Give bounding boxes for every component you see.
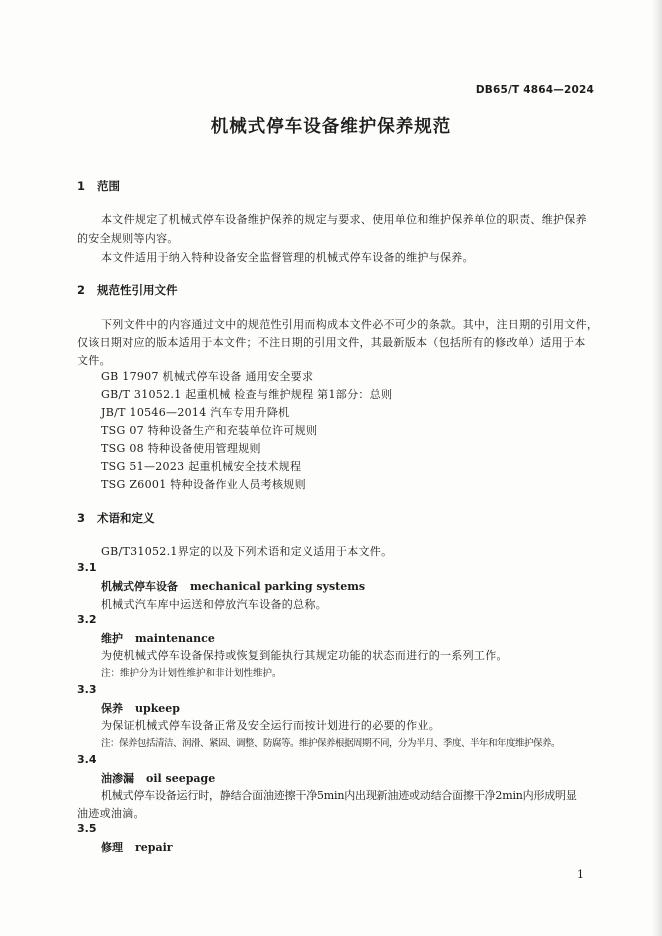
term-number: 3.5 <box>77 822 97 835</box>
term-zh: 机械式停车设备 <box>101 580 178 593</box>
term-zh: 维护 <box>101 632 123 645</box>
paragraph-line: 下列文件中的内容通过文中的规范性引用而构成本文件必不可少的条款。其中，注日期的引用文件， <box>101 318 599 331</box>
reference-item: GB 17907 机械式停车设备 通用安全要求 <box>101 370 314 383</box>
term-en: repair <box>135 841 173 854</box>
section-title: 规范性引用文件 <box>97 283 178 297</box>
reference-item: TSG 51—2023 起重机械安全技术规程 <box>101 460 302 473</box>
section-number: 1 <box>77 179 86 193</box>
section-3-heading <box>77 510 155 526</box>
term-definition: 为保证机械式停车设备正常及安全运行而按计划进行的必要的作业。 <box>101 719 440 732</box>
term-number: 3.4 <box>77 753 97 766</box>
reference-item: GB/T 31052.1 起重机械 检查与维护规程 第1部分：总则 <box>101 388 393 401</box>
section-2-heading <box>77 282 178 298</box>
term-number: 3.2 <box>77 613 97 626</box>
term-number: 3.3 <box>77 683 97 696</box>
term-zh: 修理 <box>101 841 123 854</box>
term-title <box>101 578 365 594</box>
page-number: 1 <box>577 868 584 881</box>
reference-item: TSG Z6001 特种设备作业人员考核规则 <box>101 478 306 491</box>
term-definition: 机械式停车设备运行时，静结合面油迹擦干净5min内出现新油迹或动结合面擦干净2min内形成明显 <box>101 789 577 802</box>
term-note: 注：保养包括清洁、润滑、紧固、调整、防腐等。维护保养根据周期不同，分为半月、季度、半年和年度维护保养。 <box>101 738 561 749</box>
term-zh: 保养 <box>101 702 123 715</box>
reference-item: JB/T 10546—2014 汽车专用升降机 <box>101 406 290 419</box>
paragraph-line: 仅该日期对应的版本适用于本文件；不注日期的引用文件，其最新版本（包括所有的修改单）适用于本 <box>77 336 586 349</box>
term-en: upkeep <box>135 702 180 715</box>
term-en: oil seepage <box>146 772 216 785</box>
section-1-heading <box>77 178 120 194</box>
term-title <box>101 700 180 716</box>
standard-code: DB65/T 4864—2024 <box>475 84 594 96</box>
section-number: 3 <box>77 511 86 525</box>
term-definition: 为使机械式停车设备保持或恢复到能执行其规定功能的状态而进行的一系列工作。 <box>101 649 508 662</box>
document-title: 机械式停车设备维护保养规范 <box>210 117 452 137</box>
term-title <box>101 630 215 646</box>
term-title <box>101 770 215 786</box>
term-title <box>101 839 173 855</box>
term-en: maintenance <box>135 632 215 645</box>
reference-item: TSG 07 特种设备生产和充装单位许可规则 <box>101 424 318 437</box>
paragraph-line: 文件。 <box>77 354 111 367</box>
term-definition: 机械式汽车库中运送和停放汽车设备的总称。 <box>101 598 327 611</box>
term-zh: 油渗漏 <box>101 772 134 785</box>
reference-item: TSG 08 特种设备使用管理规则 <box>101 442 261 455</box>
term-en: mechanical parking systems <box>190 580 366 593</box>
paragraph-line: 的安全规则等内容。 <box>77 232 179 245</box>
paragraph-line: 本文件规定了机械式停车设备维护保养的规定与要求、使用单位和维护保养单位的职责、维护保养 <box>101 213 587 226</box>
paragraph-line: GB/T31052.1界定的以及下列术语和定义适用于本文件。 <box>101 545 393 558</box>
term-note: 注：维护分为计划性维护和非计划性维护。 <box>101 668 282 679</box>
page-edge-shadow <box>652 0 662 936</box>
section-title: 范围 <box>97 179 120 193</box>
paragraph-line: 本文件适用于纳入特种设备安全监督管理的机械式停车设备的维护与保养。 <box>101 251 474 264</box>
section-number: 2 <box>77 283 86 297</box>
term-number: 3.1 <box>77 561 97 574</box>
section-title: 术语和定义 <box>97 511 155 525</box>
term-definition: 油迹或油滴。 <box>77 807 145 820</box>
